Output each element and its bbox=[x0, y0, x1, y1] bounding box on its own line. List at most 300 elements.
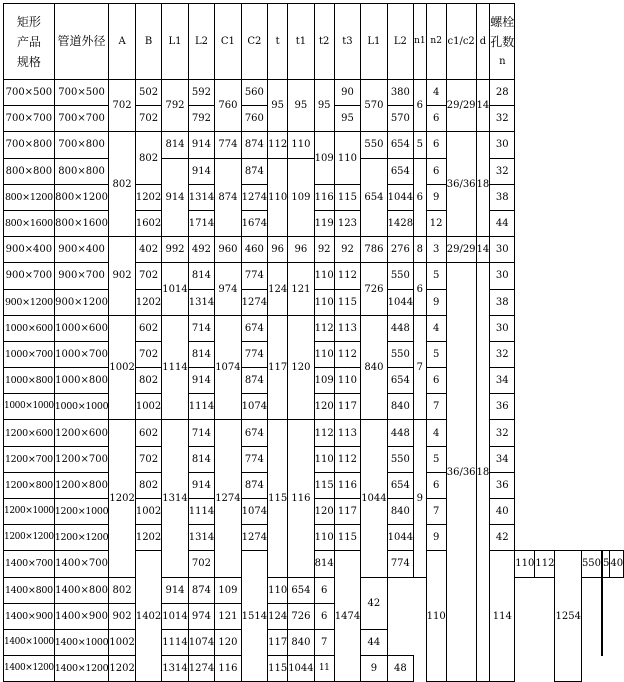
cell-L2: 714 bbox=[188, 420, 214, 446]
cell-t: 115 bbox=[268, 420, 288, 577]
table-row bbox=[4, 394, 624, 420]
cell-t3: 117 bbox=[334, 394, 360, 420]
cell-t2: 110 bbox=[314, 263, 334, 289]
table-row bbox=[4, 132, 624, 158]
cell-C2: 460 bbox=[241, 237, 267, 263]
cell-B: 802 bbox=[135, 132, 161, 184]
table-row bbox=[4, 577, 624, 603]
cell-spec: 800×800 bbox=[4, 158, 55, 184]
cell-t2: 112 bbox=[314, 315, 334, 341]
header-d: d bbox=[476, 4, 490, 80]
table-row bbox=[4, 341, 624, 367]
cell-pipe: 800×1200 bbox=[54, 184, 109, 210]
header-pipe-od: 管道外径 bbox=[54, 4, 109, 80]
cell-n2: 6 bbox=[426, 368, 446, 394]
table-row bbox=[4, 629, 624, 655]
cell-spec: 1400×700 bbox=[4, 551, 55, 577]
table-row bbox=[4, 315, 624, 341]
header-L2b: L2 bbox=[387, 4, 413, 80]
cell-B: 802 bbox=[109, 577, 135, 603]
cell-t: 112 bbox=[268, 132, 288, 158]
cell-spec: 1400×1200 bbox=[4, 656, 55, 682]
cell-L2b: 448 bbox=[387, 420, 413, 446]
cell-t2: 110 bbox=[314, 289, 334, 315]
cell-pipe: 800×1600 bbox=[54, 210, 109, 236]
cell-L1b: 786 bbox=[361, 237, 387, 263]
cell-C2: 560 bbox=[241, 80, 267, 106]
cell-n2: 6 bbox=[426, 158, 446, 184]
cell-t2: 120 bbox=[314, 499, 334, 525]
cell-L1: 792 bbox=[162, 80, 188, 132]
cell-t3: 112 bbox=[334, 263, 360, 289]
cell-L2: 714 bbox=[188, 315, 214, 341]
cell-L2: 1014 bbox=[162, 603, 188, 629]
cell-t3: 112 bbox=[535, 551, 555, 577]
cell-spec: 1200×1000 bbox=[4, 499, 55, 525]
cell-spec: 800×1600 bbox=[4, 210, 55, 236]
header-L2: L2 bbox=[188, 4, 214, 80]
cell-A: 902 bbox=[109, 237, 135, 316]
cell-C2: 774 bbox=[241, 263, 267, 289]
cell-t2: 95 bbox=[314, 80, 334, 132]
table-row bbox=[4, 237, 624, 263]
cell-t1: 109 bbox=[288, 158, 314, 237]
cell-C1: 974 bbox=[215, 263, 241, 315]
cell-t1: 120 bbox=[288, 315, 314, 420]
cell-d: 18 bbox=[476, 263, 490, 682]
header-t: t bbox=[268, 4, 288, 80]
cell-L1b: 550 bbox=[361, 132, 387, 158]
cell-t2: 115 bbox=[314, 472, 334, 498]
cell-t3: 115 bbox=[334, 184, 360, 210]
cell-L2: 1114 bbox=[188, 394, 214, 420]
cell-pipe: 900×1200 bbox=[54, 289, 109, 315]
cell-bolt: 30 bbox=[490, 263, 515, 289]
cell-bolt: 44 bbox=[490, 210, 515, 236]
cell-d: 18 bbox=[476, 132, 490, 237]
table-row bbox=[4, 472, 624, 498]
cell-t: 117 bbox=[268, 315, 288, 420]
cell-n2: 9 bbox=[426, 289, 446, 315]
cell-L1b: 654 bbox=[361, 158, 387, 237]
cell-pipe: 1000×700 bbox=[54, 341, 109, 367]
cell-t2: 110 bbox=[314, 446, 334, 472]
cell-pipe: 1200×1000 bbox=[54, 499, 109, 525]
table-row bbox=[4, 184, 624, 210]
header-B: B bbox=[135, 4, 161, 80]
cell-L2: 914 bbox=[188, 132, 214, 158]
cell-c1c2: 36/36 bbox=[446, 263, 476, 682]
cell-n2: 4 bbox=[426, 80, 446, 106]
cell-B: 1002 bbox=[109, 629, 135, 655]
cell-t3: 117 bbox=[334, 499, 360, 525]
header-L1b: L1 bbox=[361, 4, 387, 80]
cell-spec: 1000×1000 bbox=[4, 394, 55, 420]
cell-L2: 814 bbox=[314, 551, 334, 577]
cell-t: 96 bbox=[268, 237, 288, 263]
cell-B: 702 bbox=[135, 106, 161, 132]
cell-L2b: 1044 bbox=[387, 525, 413, 551]
cell-L1: 1114 bbox=[162, 315, 188, 420]
cell-bolt: 42 bbox=[361, 577, 387, 629]
table-row bbox=[4, 656, 624, 682]
cell-A: 1402 bbox=[135, 551, 161, 682]
cell-n2: 5 bbox=[603, 551, 610, 577]
cell-B: 702 bbox=[135, 446, 161, 472]
cell-pipe: 700×800 bbox=[54, 132, 109, 158]
cell-bolt: 30 bbox=[490, 237, 515, 263]
cell-bolt: 30 bbox=[490, 315, 515, 341]
cell-B: 802 bbox=[135, 368, 161, 394]
cell-L2: 1114 bbox=[188, 499, 214, 525]
cell-bolt: 30 bbox=[490, 132, 515, 158]
cell-L1: 992 bbox=[162, 237, 188, 263]
cell-L2b: 1428 bbox=[387, 210, 413, 236]
cell-pipe: 1200×700 bbox=[54, 446, 109, 472]
cell-A: 1002 bbox=[109, 315, 135, 420]
table-row bbox=[4, 210, 624, 236]
cell-C1: 1474 bbox=[334, 551, 360, 682]
cell-C2: 874 bbox=[241, 472, 267, 498]
cell-t3: 110 bbox=[334, 368, 360, 394]
cell-C2: 674 bbox=[241, 420, 267, 446]
cell-B: 502 bbox=[135, 80, 161, 106]
cell-L2: 492 bbox=[188, 237, 214, 263]
cell-pipe: 1200×800 bbox=[54, 472, 109, 498]
cell-L2b: 380 bbox=[387, 80, 413, 106]
cell-t3: 116 bbox=[334, 472, 360, 498]
cell-L1b: 1044 bbox=[361, 420, 387, 577]
cell-C2: 674 bbox=[241, 315, 267, 341]
cell-n2: 9 bbox=[426, 184, 446, 210]
cell-pipe: 800×800 bbox=[54, 158, 109, 184]
cell-C1: 760 bbox=[215, 80, 241, 132]
cell-n2: 5 bbox=[426, 263, 446, 289]
cell-t2: 112 bbox=[314, 420, 334, 446]
cell-t3: 112 bbox=[334, 446, 360, 472]
cell-spec: 700×700 bbox=[4, 106, 55, 132]
cell-C2: 1074 bbox=[188, 629, 214, 655]
header-C2: C2 bbox=[241, 4, 267, 80]
cell-c1c2: 36/36 bbox=[446, 132, 476, 237]
cell-t2: 121 bbox=[215, 603, 241, 629]
cell-pipe: 900×400 bbox=[54, 237, 109, 263]
cell-C2: 774 bbox=[387, 551, 413, 577]
cell-pipe: 900×700 bbox=[54, 263, 109, 289]
cell-t1: 96 bbox=[288, 237, 314, 263]
cell-C2: 1274 bbox=[241, 184, 267, 210]
cell-t3: 113 bbox=[334, 315, 360, 341]
cell-B: 702 bbox=[135, 341, 161, 367]
cell-spec: 700×800 bbox=[4, 132, 55, 158]
cell-t3: 124 bbox=[268, 603, 288, 629]
cell-t2: 109 bbox=[215, 577, 241, 603]
cell-bolt: 38 bbox=[490, 184, 515, 210]
cell-t3: 90 bbox=[334, 80, 360, 106]
cell-t1: 114 bbox=[490, 551, 515, 682]
cell-spec: 1200×600 bbox=[4, 420, 55, 446]
cell-L2b: 840 bbox=[288, 629, 314, 655]
cell-n2: 7 bbox=[314, 629, 334, 655]
cell-spec: 900×700 bbox=[4, 263, 55, 289]
table-row bbox=[4, 289, 624, 315]
cell-L2: 1314 bbox=[188, 525, 214, 551]
cell-n1: 11 bbox=[314, 656, 334, 682]
cell-t2: 110 bbox=[314, 341, 334, 367]
cell-n2: 5 bbox=[426, 341, 446, 367]
cell-C2: 874 bbox=[241, 132, 267, 158]
cell-A: 802 bbox=[109, 132, 135, 237]
cell-pipe: 700×500 bbox=[54, 80, 109, 106]
cell-B: 1202 bbox=[135, 525, 161, 551]
cell-L2: 1714 bbox=[188, 210, 214, 236]
cell-L2: 792 bbox=[188, 106, 214, 132]
cell-t2: 110 bbox=[314, 525, 334, 551]
cell-spec: 1000×600 bbox=[4, 315, 55, 341]
cell-L2: 814 bbox=[188, 341, 214, 367]
header-t1: t1 bbox=[288, 4, 314, 80]
cell-L1b: 570 bbox=[361, 80, 387, 132]
cell-L2b: 726 bbox=[288, 603, 314, 629]
cell-C2: 874 bbox=[241, 368, 267, 394]
cell-n1: 5 bbox=[414, 132, 427, 158]
cell-bolt: 42 bbox=[490, 525, 515, 551]
cell-bolt: 40 bbox=[490, 499, 515, 525]
cell-t3: 115 bbox=[268, 656, 288, 682]
cell-t2: 116 bbox=[314, 184, 334, 210]
cell-L1: 1314 bbox=[162, 420, 188, 577]
cell-pipe: 1400×1000 bbox=[54, 629, 109, 655]
cell-n2: 4 bbox=[426, 420, 446, 446]
cell-B: 1202 bbox=[109, 656, 135, 682]
cell-pipe: 1400×800 bbox=[54, 577, 109, 603]
cell-spec: 900×1200 bbox=[4, 289, 55, 315]
cell-C2: 760 bbox=[241, 106, 267, 132]
table-row bbox=[4, 603, 624, 629]
cell-t3: 112 bbox=[334, 341, 360, 367]
cell-t: 110 bbox=[268, 158, 288, 237]
cell-spec: 1200×800 bbox=[4, 472, 55, 498]
header-t2: t2 bbox=[314, 4, 334, 80]
cell-n2: 5 bbox=[426, 446, 446, 472]
cell-spec: 1000×800 bbox=[4, 368, 55, 394]
cell-L2: 914 bbox=[188, 158, 214, 184]
cell-t3: 115 bbox=[334, 525, 360, 551]
cell-L2b: 550 bbox=[387, 263, 413, 289]
cell-n2: 6 bbox=[426, 472, 446, 498]
cell-n2: 6 bbox=[426, 106, 446, 132]
cell-C1: 774 bbox=[215, 132, 241, 158]
cell-pipe: 1400×700 bbox=[54, 551, 109, 577]
cell-L2b: 840 bbox=[387, 499, 413, 525]
cell-C2: 1274 bbox=[241, 289, 267, 315]
cell-bolt: 48 bbox=[387, 656, 413, 682]
cell-n1: 9 bbox=[414, 420, 427, 577]
cell-bolt: 34 bbox=[490, 368, 515, 394]
cell-n1: 8 bbox=[414, 237, 427, 263]
cell-B: 1202 bbox=[135, 289, 161, 315]
cell-L2b: 448 bbox=[387, 315, 413, 341]
cell-spec: 1400×800 bbox=[4, 577, 55, 603]
cell-spec: 900×400 bbox=[4, 237, 55, 263]
cell-pipe: 700×700 bbox=[54, 106, 109, 132]
table-row bbox=[4, 525, 624, 551]
header-C1: C1 bbox=[215, 4, 241, 80]
cell-t: 95 bbox=[268, 80, 288, 132]
cell-bolt: 38 bbox=[490, 289, 515, 315]
cell-L2: 914 bbox=[162, 577, 188, 603]
cell-t2: 120 bbox=[314, 394, 334, 420]
cell-bolt: 32 bbox=[490, 341, 515, 367]
cell-t3: 110 bbox=[268, 577, 288, 603]
cell-B: 902 bbox=[109, 603, 135, 629]
cell-C1: 960 bbox=[215, 237, 241, 263]
cell-t3: 110 bbox=[334, 132, 360, 184]
cell-t1: 121 bbox=[288, 263, 314, 315]
cell-L2b: 654 bbox=[387, 158, 413, 184]
cell-L2b: 550 bbox=[387, 446, 413, 472]
cell-L1: 1514 bbox=[241, 551, 267, 682]
cell-C2: 1674 bbox=[241, 210, 267, 236]
cell-L2: 814 bbox=[188, 446, 214, 472]
cell-bolt: 32 bbox=[490, 106, 515, 132]
cell-n2: 6 bbox=[314, 603, 334, 629]
cell-L2b: 654 bbox=[387, 472, 413, 498]
cell-L2b: 550 bbox=[387, 341, 413, 367]
cell-B: 702 bbox=[188, 551, 214, 577]
cell-L1: 814 bbox=[162, 132, 188, 158]
cell-B: 402 bbox=[135, 237, 161, 263]
header-n2: n2 bbox=[426, 4, 446, 80]
cell-pipe: 1400×900 bbox=[54, 603, 109, 629]
cell-C2: 874 bbox=[188, 577, 214, 603]
cell-t2: 119 bbox=[314, 210, 334, 236]
cell-n1: 6 bbox=[414, 158, 427, 237]
cell-t: 110 bbox=[426, 551, 446, 682]
header-rect-spec: 矩形 产品 规格 bbox=[4, 4, 55, 80]
cell-t2: 110 bbox=[515, 551, 535, 577]
cell-t3: 117 bbox=[268, 629, 288, 655]
cell-C2: 974 bbox=[188, 603, 214, 629]
cell-c1c2: 29/29 bbox=[446, 237, 476, 263]
cell-B: 602 bbox=[135, 420, 161, 446]
cell-t2: 109 bbox=[314, 368, 334, 394]
cell-bolt: 32 bbox=[490, 158, 515, 184]
cell-n2: 3 bbox=[426, 237, 446, 263]
cell-spec: 1000×700 bbox=[4, 341, 55, 367]
cell-L2b: 654 bbox=[387, 368, 413, 394]
cell-bolt: 36 bbox=[490, 394, 515, 420]
cell-spec: 1400×900 bbox=[4, 603, 55, 629]
cell-bolt: 32 bbox=[490, 420, 515, 446]
cell-spec: 1400×1000 bbox=[4, 629, 55, 655]
cell-L2: 1314 bbox=[162, 656, 188, 682]
cell-n2: 6 bbox=[314, 577, 334, 603]
header-n1: n1 bbox=[414, 4, 427, 80]
cell-B: 1202 bbox=[135, 184, 161, 210]
cell-pipe: 1000×1000 bbox=[54, 394, 109, 420]
cell-n2: 4 bbox=[426, 315, 446, 341]
cell-L2: 814 bbox=[188, 263, 214, 289]
cell-A: 702 bbox=[109, 80, 135, 132]
cell-n2: 7 bbox=[426, 394, 446, 420]
cell-C1: 874 bbox=[215, 158, 241, 237]
cell-C2: 1074 bbox=[241, 499, 267, 525]
cell-n2: 9 bbox=[426, 525, 446, 551]
cell-t1: 116 bbox=[288, 420, 314, 577]
header-row bbox=[4, 4, 624, 80]
cell-L2b: 1044 bbox=[288, 656, 314, 682]
header-L1: L1 bbox=[162, 4, 188, 80]
cell-C2: 1274 bbox=[188, 656, 214, 682]
cell-n2: 9 bbox=[361, 656, 387, 682]
cell-pipe: 1000×600 bbox=[54, 315, 109, 341]
cell-n1: 7 bbox=[414, 315, 427, 420]
cell-t1: 95 bbox=[288, 80, 314, 132]
cell-B: 1002 bbox=[135, 499, 161, 525]
cell-spec: 800×1200 bbox=[4, 184, 55, 210]
cell-d: 14 bbox=[476, 237, 490, 263]
cell-C2: 874 bbox=[241, 158, 267, 184]
cell-B: 802 bbox=[135, 472, 161, 498]
cell-A: 1202 bbox=[109, 420, 135, 577]
cell-n2: 6 bbox=[426, 132, 446, 158]
cell-n2: 12 bbox=[426, 210, 446, 236]
cell-L2: 592 bbox=[188, 80, 214, 106]
cell-n1: 6 bbox=[414, 263, 427, 315]
header-c1c2: c1/c2 bbox=[446, 4, 476, 80]
cell-t3: 115 bbox=[334, 289, 360, 315]
cell-L2: 1314 bbox=[188, 184, 214, 210]
cell-C2: 774 bbox=[241, 341, 267, 367]
cell-L2b: 550 bbox=[581, 551, 601, 577]
cell-bolt: 36 bbox=[490, 472, 515, 498]
cell-t: 124 bbox=[268, 263, 288, 315]
table-row bbox=[4, 263, 624, 289]
cell-L2: 1314 bbox=[188, 289, 214, 315]
cell-L2b: 1044 bbox=[387, 184, 413, 210]
cell-L1: 914 bbox=[162, 158, 188, 237]
cell-C1: 1074 bbox=[215, 315, 241, 420]
cell-L2b: 1044 bbox=[387, 289, 413, 315]
table-row bbox=[4, 368, 624, 394]
cell-C2: 774 bbox=[241, 446, 267, 472]
cell-bolt: 34 bbox=[490, 446, 515, 472]
cell-t2: 116 bbox=[215, 656, 241, 682]
cell-L2b: 654 bbox=[288, 577, 314, 603]
cell-L1b: 1254 bbox=[555, 551, 581, 682]
cell-L2: 914 bbox=[188, 368, 214, 394]
cell-d: 14 bbox=[476, 80, 490, 132]
cell-t3: 113 bbox=[334, 420, 360, 446]
table-row bbox=[4, 551, 624, 577]
cell-L2: 914 bbox=[188, 472, 214, 498]
cell-bolt: 40 bbox=[610, 551, 624, 577]
header-t3: t3 bbox=[334, 4, 360, 80]
cell-spec: 1200×1200 bbox=[4, 525, 55, 551]
cell-bolt: 44 bbox=[361, 629, 387, 655]
cell-L2b: 570 bbox=[387, 106, 413, 132]
table-row bbox=[4, 158, 624, 184]
cell-pipe: 1400×1200 bbox=[54, 656, 109, 682]
cell-L2b: 840 bbox=[387, 394, 413, 420]
cell-t3: 95 bbox=[334, 106, 360, 132]
cell-pipe: 1000×800 bbox=[54, 368, 109, 394]
cell-B: 1002 bbox=[135, 394, 161, 420]
cell-C2: 1074 bbox=[241, 394, 267, 420]
cell-t3: 92 bbox=[334, 237, 360, 263]
cell-B: 1602 bbox=[135, 210, 161, 236]
